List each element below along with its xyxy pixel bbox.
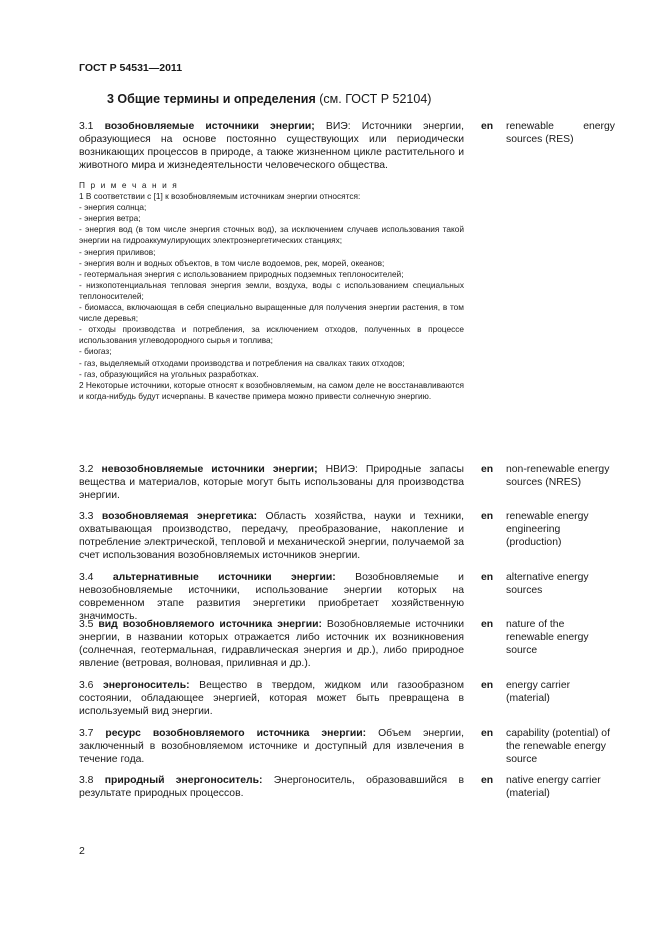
term-number: 3.8 [79, 775, 105, 786]
note-line: - низкопотенциальная тепловая энергия земли, воздуха, воды с использованием специальных теплоносителей; [79, 279, 464, 301]
note-line: - биогаз; [79, 346, 112, 357]
term-3-3-lang: en [481, 511, 494, 522]
page-number: 2 [79, 845, 85, 857]
note-line: - энергия солнца; [79, 202, 147, 213]
section-reference: (см. ГОСТ Р 52104) [315, 92, 432, 106]
term-definition: Объем энергии, заключенный в возобновляемом источнике и доступный для извлечения в течение года. [79, 728, 464, 766]
term-definition: ВИЭ: Источники энергии, образующиеся на основе постоянно существующих или периодически возникающих процессов в природе, а также жизненном цикле растительного и животного мира и жизнедеятельности человеческого общества. [79, 121, 464, 172]
term-name: альтернативные источники энергии: [112, 572, 356, 583]
note-line: 1 В соответствии с [1] к возобновляемым источникам энергии относятся: [79, 191, 361, 202]
term-name: природный энергоноситель: [104, 775, 274, 786]
term-3-5-english: nature of the renewable energy source [506, 619, 589, 657]
note-line: - газ, образующийся на угольных разработках. [79, 368, 259, 379]
term-number: 3.7 [79, 728, 106, 739]
term-3-2-english: non-renewable energy sources (NRES) [506, 464, 610, 489]
term-definition: НВИЭ: Природные запасы вещества и материалов, которые могут быть использованы для производства энергии. [79, 464, 465, 502]
term-name: энергоноситель: [102, 680, 200, 691]
term-3-1-english: renewable energy sources (RES) [506, 121, 615, 146]
term-3-3 [79, 510, 464, 562]
document-header: ГОСТ Р 54531—2011 [79, 62, 183, 74]
note-line: - газ, выделяемый отходами производства и потребления на свалках таких отходов; [79, 357, 405, 368]
term-definition: Возобновляемые и невозобновляемые источники, использование энергии которых на современном этапе развития энергетики приобретает хозяйственную значимость. [79, 572, 464, 623]
note-line: - энергия ветра; [79, 213, 141, 224]
term-3-5 [79, 618, 464, 670]
term-3-2 [79, 463, 464, 502]
section-title: 3 Общие термины и определения [107, 92, 316, 106]
term-name: вид возобновляемого источника энергии: [98, 619, 327, 630]
term-number: 3.4 [79, 572, 113, 583]
note-line: - энергия приливов; [79, 246, 156, 257]
term-3-7-english: capability (potential) of the renewable energy source [506, 728, 610, 766]
term-3-4-english: alternative energy sources [506, 572, 589, 597]
term-3-4-lang: en [481, 572, 494, 583]
term-definition: Область хозяйства, науки и техники, охватывающая производство, передачу, преобразование, накопление и потребление электрической, тепловой и механической энергии, получаемой за счет использования возобновляемых источников энергии. [79, 511, 465, 562]
term-number: 3.3 [79, 511, 102, 522]
term-name: возобновляемые источники энергии; [104, 121, 326, 132]
term-3-4 [79, 571, 464, 623]
term-number: 3.1 [79, 121, 105, 132]
notes-heading: П р и м е ч а н и я [79, 180, 179, 190]
note-line: 2 Некоторые источники, которые относят к возобновляемым, на самом деле не восстанавливаются и когда-нибудь будут исчерпаны. В качестве примера можно привести солнечную энергию. [79, 379, 464, 401]
term-3-2-lang: en [481, 464, 494, 475]
note-line: - биомасса, включающая в себя специально выращенные для получения энергии растения, в том числе деревья; [79, 302, 464, 324]
note-line: - энергия волн и водных объектов, в том числе водоемов, рек, морей, океанов; [79, 257, 385, 268]
term-name: возобновляемая энергетика: [101, 511, 266, 522]
notes-block [79, 180, 464, 402]
note-line: - отходы производства и потребления, за исключением отходов, полученных в процессе использования углеводородного сырья и топлива; [79, 324, 464, 346]
term-3-6-lang: en [481, 680, 494, 691]
term-name: невозобновляемые источники энергии; [101, 464, 326, 475]
term-3-8-english: native energy carrier (material) [506, 775, 601, 800]
section-heading [107, 92, 431, 106]
term-number: 3.6 [79, 680, 103, 691]
term-3-7-lang: en [481, 728, 494, 739]
term-number: 3.2 [79, 464, 102, 475]
term-3-6 [79, 679, 464, 718]
term-3-1-lang: en [481, 121, 494, 132]
term-definition: Вещество в твердом, жидком или газообразном состоянии, обладающее энергией, которая может быть превращена в используемый вид энергии. [79, 680, 464, 718]
term-3-6-english: energy carrier (material) [506, 680, 571, 705]
note-line: - геотермальная энергия с использованием природных подземных теплоносителей; [79, 268, 404, 279]
term-3-8-lang: en [481, 775, 494, 786]
term-name: ресурс возобновляемого источника энергии: [105, 728, 379, 739]
term-definition: Возобновляемые источники энергии, в названии которых отражается либо источник их возникновения (солнечная, геотермальная, гидравлическая энергия и др.), либо природное явление (ветровая, волновая, приливная и др.). [79, 619, 464, 670]
term-3-1 [79, 120, 464, 172]
term-3-3-english: renewable energy engineering (production) [506, 511, 589, 549]
term-3-5-lang: en [481, 619, 494, 630]
term-3-8 [79, 774, 464, 800]
note-line: - энергия вод (в том числе энергия сточных вод), за исключением случаев использования такой энергии на гидроаккумулирующих электроэнергетических станциях; [79, 224, 464, 246]
term-3-7 [79, 727, 464, 766]
term-definition: Энергоноситель, образовавшийся в результате природных процессов. [79, 775, 464, 800]
term-number: 3.5 [79, 619, 99, 630]
